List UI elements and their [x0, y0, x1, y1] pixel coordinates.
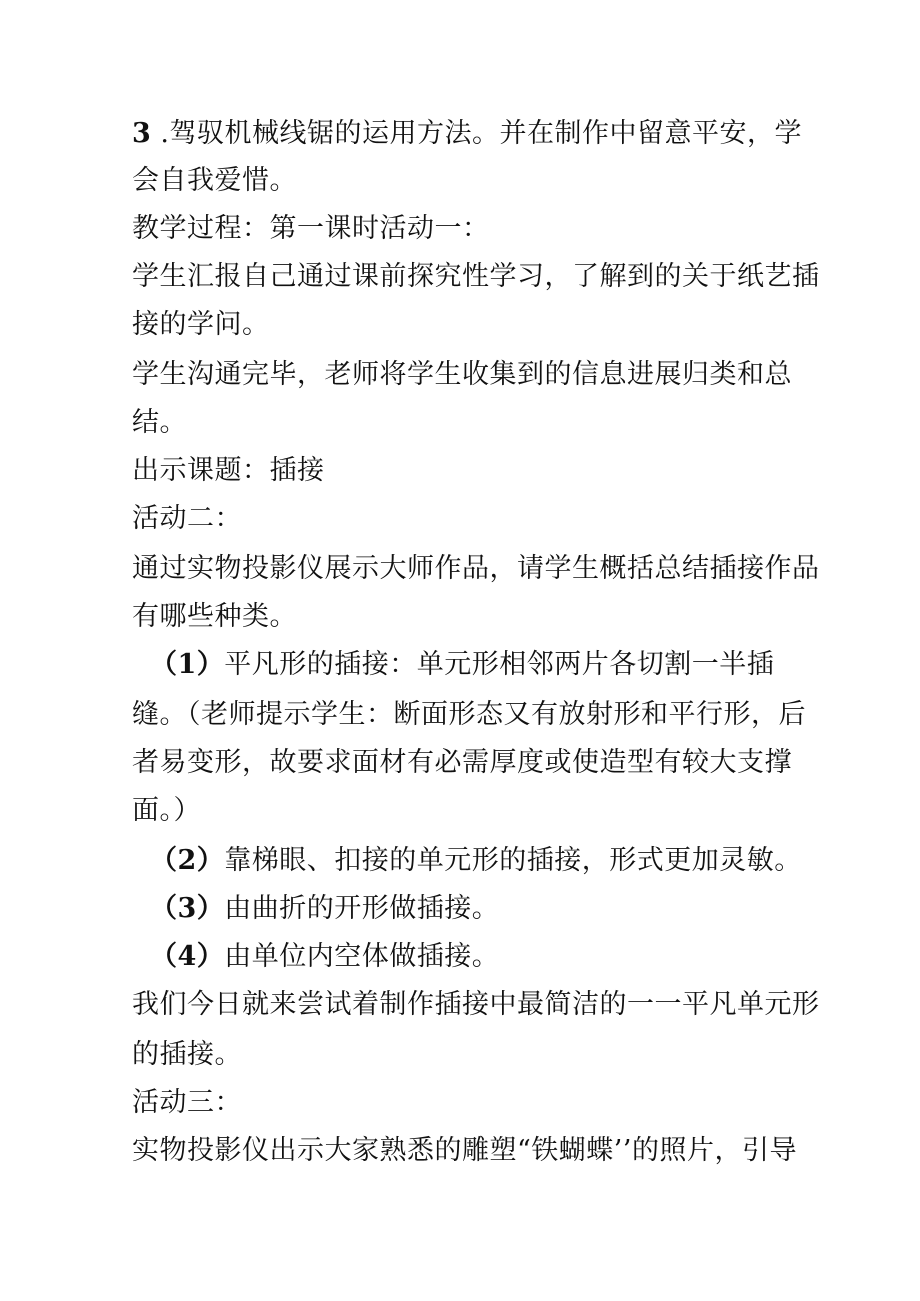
line-text: .驾驭机械线锯的运用方法。并在制作中留意平安，学	[151, 118, 802, 149]
paragraph-line: 学生沟通完毕，老师将学生收集到的信息进展归类和总	[132, 359, 792, 390]
paragraph-line: 我们今日就来尝试着制作插接中最简洁的一一平凡单元形	[132, 989, 820, 1020]
paragraph-line: 的插接。	[132, 1039, 242, 1070]
item-number: （4）	[150, 941, 225, 972]
item-number: （1）	[150, 649, 225, 680]
paragraph-line: 会自我爱惜。	[132, 165, 297, 196]
list-item	[150, 891, 499, 927]
paragraph-line: 有哪些种类。	[132, 601, 297, 632]
paragraph-line: 者易变形，故要求面材有必需厚度或使造型有较大支撑	[132, 747, 792, 778]
activity-heading: 活动二：	[132, 503, 242, 534]
paragraph-line	[132, 116, 802, 152]
list-item	[150, 939, 499, 975]
paragraph-line: 学生汇报自己通过课前探究性学习，了解到的关于纸艺插	[132, 261, 820, 292]
activity-heading: 活动三：	[132, 1087, 242, 1118]
item-number: （2）	[150, 845, 225, 876]
paragraph-line: 实物投影仪出示大家熟悉的雕塑“铁蝴蝶’’的照片，引导	[132, 1135, 797, 1166]
paragraph-line: 通过实物投影仪展示大师作品，请学生概括总结插接作品	[132, 553, 820, 584]
list-item	[150, 843, 802, 879]
line-text: 靠梯眼、扣接的单元形的插接，形式更加灵敏。	[224, 845, 802, 876]
line-text: 由单位内空体做插接。	[224, 941, 500, 972]
paragraph-line: 教学过程：第一课时活动一：	[132, 213, 490, 244]
paragraph-line: 面。）	[132, 795, 201, 826]
list-item	[150, 647, 774, 683]
line-text: 由曲折的开形做插接。	[224, 893, 500, 924]
item-number: 3	[132, 118, 152, 149]
paragraph-line: 结。	[132, 407, 187, 438]
paragraph-line: 接的学问。	[132, 309, 270, 340]
item-number: （3）	[150, 893, 225, 924]
line-text: 平凡形的插接：单元形相邻两片各切割一半插	[224, 649, 775, 680]
paragraph-line: 缝。（老师提示学生：断面形态又有放射形和平行形，后	[132, 699, 806, 730]
section-title: 出示课题：插接	[132, 455, 325, 486]
